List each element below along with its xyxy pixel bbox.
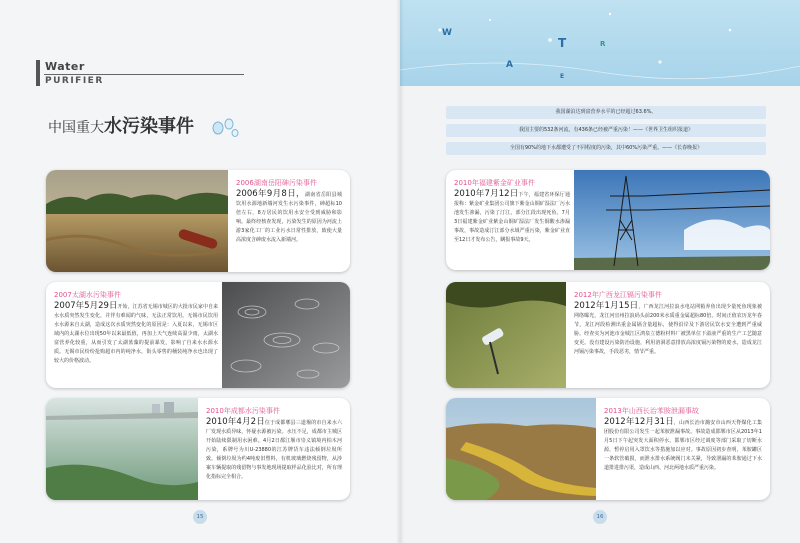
event-text [454,178,570,245]
event-card-guangxi [446,282,770,388]
event-title: 2012年广西龙江镉污染事件 [574,291,662,299]
banner-letter-w: W [442,28,452,38]
brand-underline [44,74,244,75]
event-body [54,302,218,366]
page-number-left: 15 [193,510,207,524]
event-date: 2010年4月2日 [206,417,265,427]
event-card-hunan [46,170,350,272]
power-tower-photo [574,170,770,270]
water-drops-icon [210,114,240,140]
event-title: 2006湖南岳阳砷污染事件 [236,179,317,187]
rain-ripples-photo [222,282,350,388]
banner-letter-a: A [506,60,513,70]
reservoir-photo [46,398,198,500]
event-text [206,406,342,482]
event-card-shanxi [446,398,770,500]
event-text [604,406,762,473]
statistics-list [446,106,766,160]
stat-lakes: 我国湖泊达到富营养水平的已经超过63.6%。 [446,106,766,119]
right-page [400,0,800,543]
event-text [574,290,762,357]
polluted-river-photo [46,170,228,272]
event-title: 2007太湖水污染事件 [54,291,121,299]
event-text [54,290,218,366]
banner-letter-e: E [560,73,565,80]
event-description: 下午，福建省环保厅通报称：紫金矿业集团公司旗下紫金山铜矿湿法厂污水池发生渗漏，污染了汀江，部分江段出现死鱼。7月3日福建紫金矿业紫金山铜矿湿法厂发生铜酸水渗漏事故，事故造成汀江部分水域严重污染，紫金矿业直至12日才发布公告，瞒报事故9天。 [454,192,570,243]
event-date: 2010年7月12日 [454,189,519,199]
event-date: 2012年12月31日 [604,417,674,427]
banner-letter-r: R [600,40,606,48]
event-date: 2012年1月15日 [574,301,639,311]
banner-letter-t: T [558,36,567,50]
event-card-taihu [46,282,350,388]
event-title: 2013年山西长治苯胺泄漏事故 [604,407,699,415]
brand-word-purifier: PURIFIER [45,76,104,86]
water-banner [400,0,800,86]
event-body [454,190,570,245]
event-description: ，广西龙江河拉浪水电站网箱养鱼出现少量死鱼现象被网络曝光，龙江河宜州拉浪码头前200米水质重金属超标80倍。时间正值农历龙年春节，龙江河段检测出重金属镉含量超标，使得沿岸及下游居民饮水安全遭到严重威胁。经查实为河池市金城江区鸿泉立德粉材料厂被黑单位下溢液严重的生产工艺随意变更。没有建设污染防治设施，利用溶洞恶意排放高浓度镉污染物的废水，造成龙江河镉污染事故，手段恶劣，情节严重。 [574,304,762,355]
event-date: 2007年5月29日 [54,301,118,311]
page-title [48,112,194,138]
contaminated-stream-photo [446,398,596,500]
event-body [206,418,342,482]
brand-bar [36,60,40,86]
event-body [236,190,342,245]
event-card-chengdu [46,398,350,500]
river-bottle-photo [446,282,566,388]
spine-shadow [396,0,404,543]
event-date: 2006年9月8日， [236,189,305,199]
event-card-fujian [446,170,770,270]
stat-rivers: 我国主要的532条河流，有436条已经被严重污染！——《世界卫生组织报道》 [446,124,766,137]
brand-word-water: Water [45,60,85,73]
event-body [574,302,762,357]
title-main: 水污染事件 [104,116,194,137]
page-number-right: 16 [593,510,607,524]
event-body [604,418,762,473]
event-text [236,178,342,245]
event-title: 2010年成都水污染事件 [206,407,280,415]
event-description: 开始，江苏省无锡市城区的大批市民家中自来水水质突然发生变化，并伴有难闻的气味，无法正常饮用。无锡市民饮用水水源来自太湖，造成这次水质突然变化的原因是：入夏以来，无锡市区域内的太湖水位出现50年以来最低值，再加上天气连续高温少雨，太湖水富营养化较重，从而引发了太湖蓝藻的提前暴发，影响了自来水水源水质。无锡市民纷纷抢购超市内的纯净水，街头零售的桶装纯净水也出现了较大的价格波动。 [54,304,218,364]
stat-groundwater: 全国有90%的地下水都遭受了不同程度的污染，其中60%污染严重。——《长春晚报》 [446,142,766,155]
event-title: 2010年福建紫金矿业事件 [454,179,535,187]
event-description: 湖南省岳阳县城饮用水源地新墙河发生水污染事件，砷超标10倍左右，8万居民的饮用水安全受到威胁和影响。最终经核查发现，污染发生的原因为河流上游3家化工厂的工业污水日常性排放，致使大量高浓度含砷废水流入新墙河。 [236,192,342,243]
title-prefix: 中国重大 [48,120,104,136]
event-description: ，山西长治市潞安市山西天脊煤化工集团股份有限公司发生一起苯胺泄漏事故。事故造成邯郸市区从2013年1月5日下午起突发大面积停水，邯郸市区经过调度等部门采取了切断水源，暂停启用入罩饮水等措施加以应对。事故原因初步查明，苯胺罐区一条软管破损，而泄水排水系统阀门未关紧，导致泄漏的苯胺通过下水道排进排污渠，造成山西、河北两地水质严重污染。 [604,420,762,471]
event-description: 位于成都郫县三道堰的市自来水六厂发现水质异味，怀疑水源被污染。水压不足，成都市主城区开始陆续限制用水困难。4月2日都江堰市崇义镇境内柏木河污染，系牌号为川U-23880的江苏牌货车违法倾倒垃圾所致。倾倒垃圾为约4吨废旧塑料，有机玻璃燃烧残留物，从涉案车辆提取的残留物与事发地现场提取样品化验比对，所有理化指标完全相合。 [206,420,342,480]
